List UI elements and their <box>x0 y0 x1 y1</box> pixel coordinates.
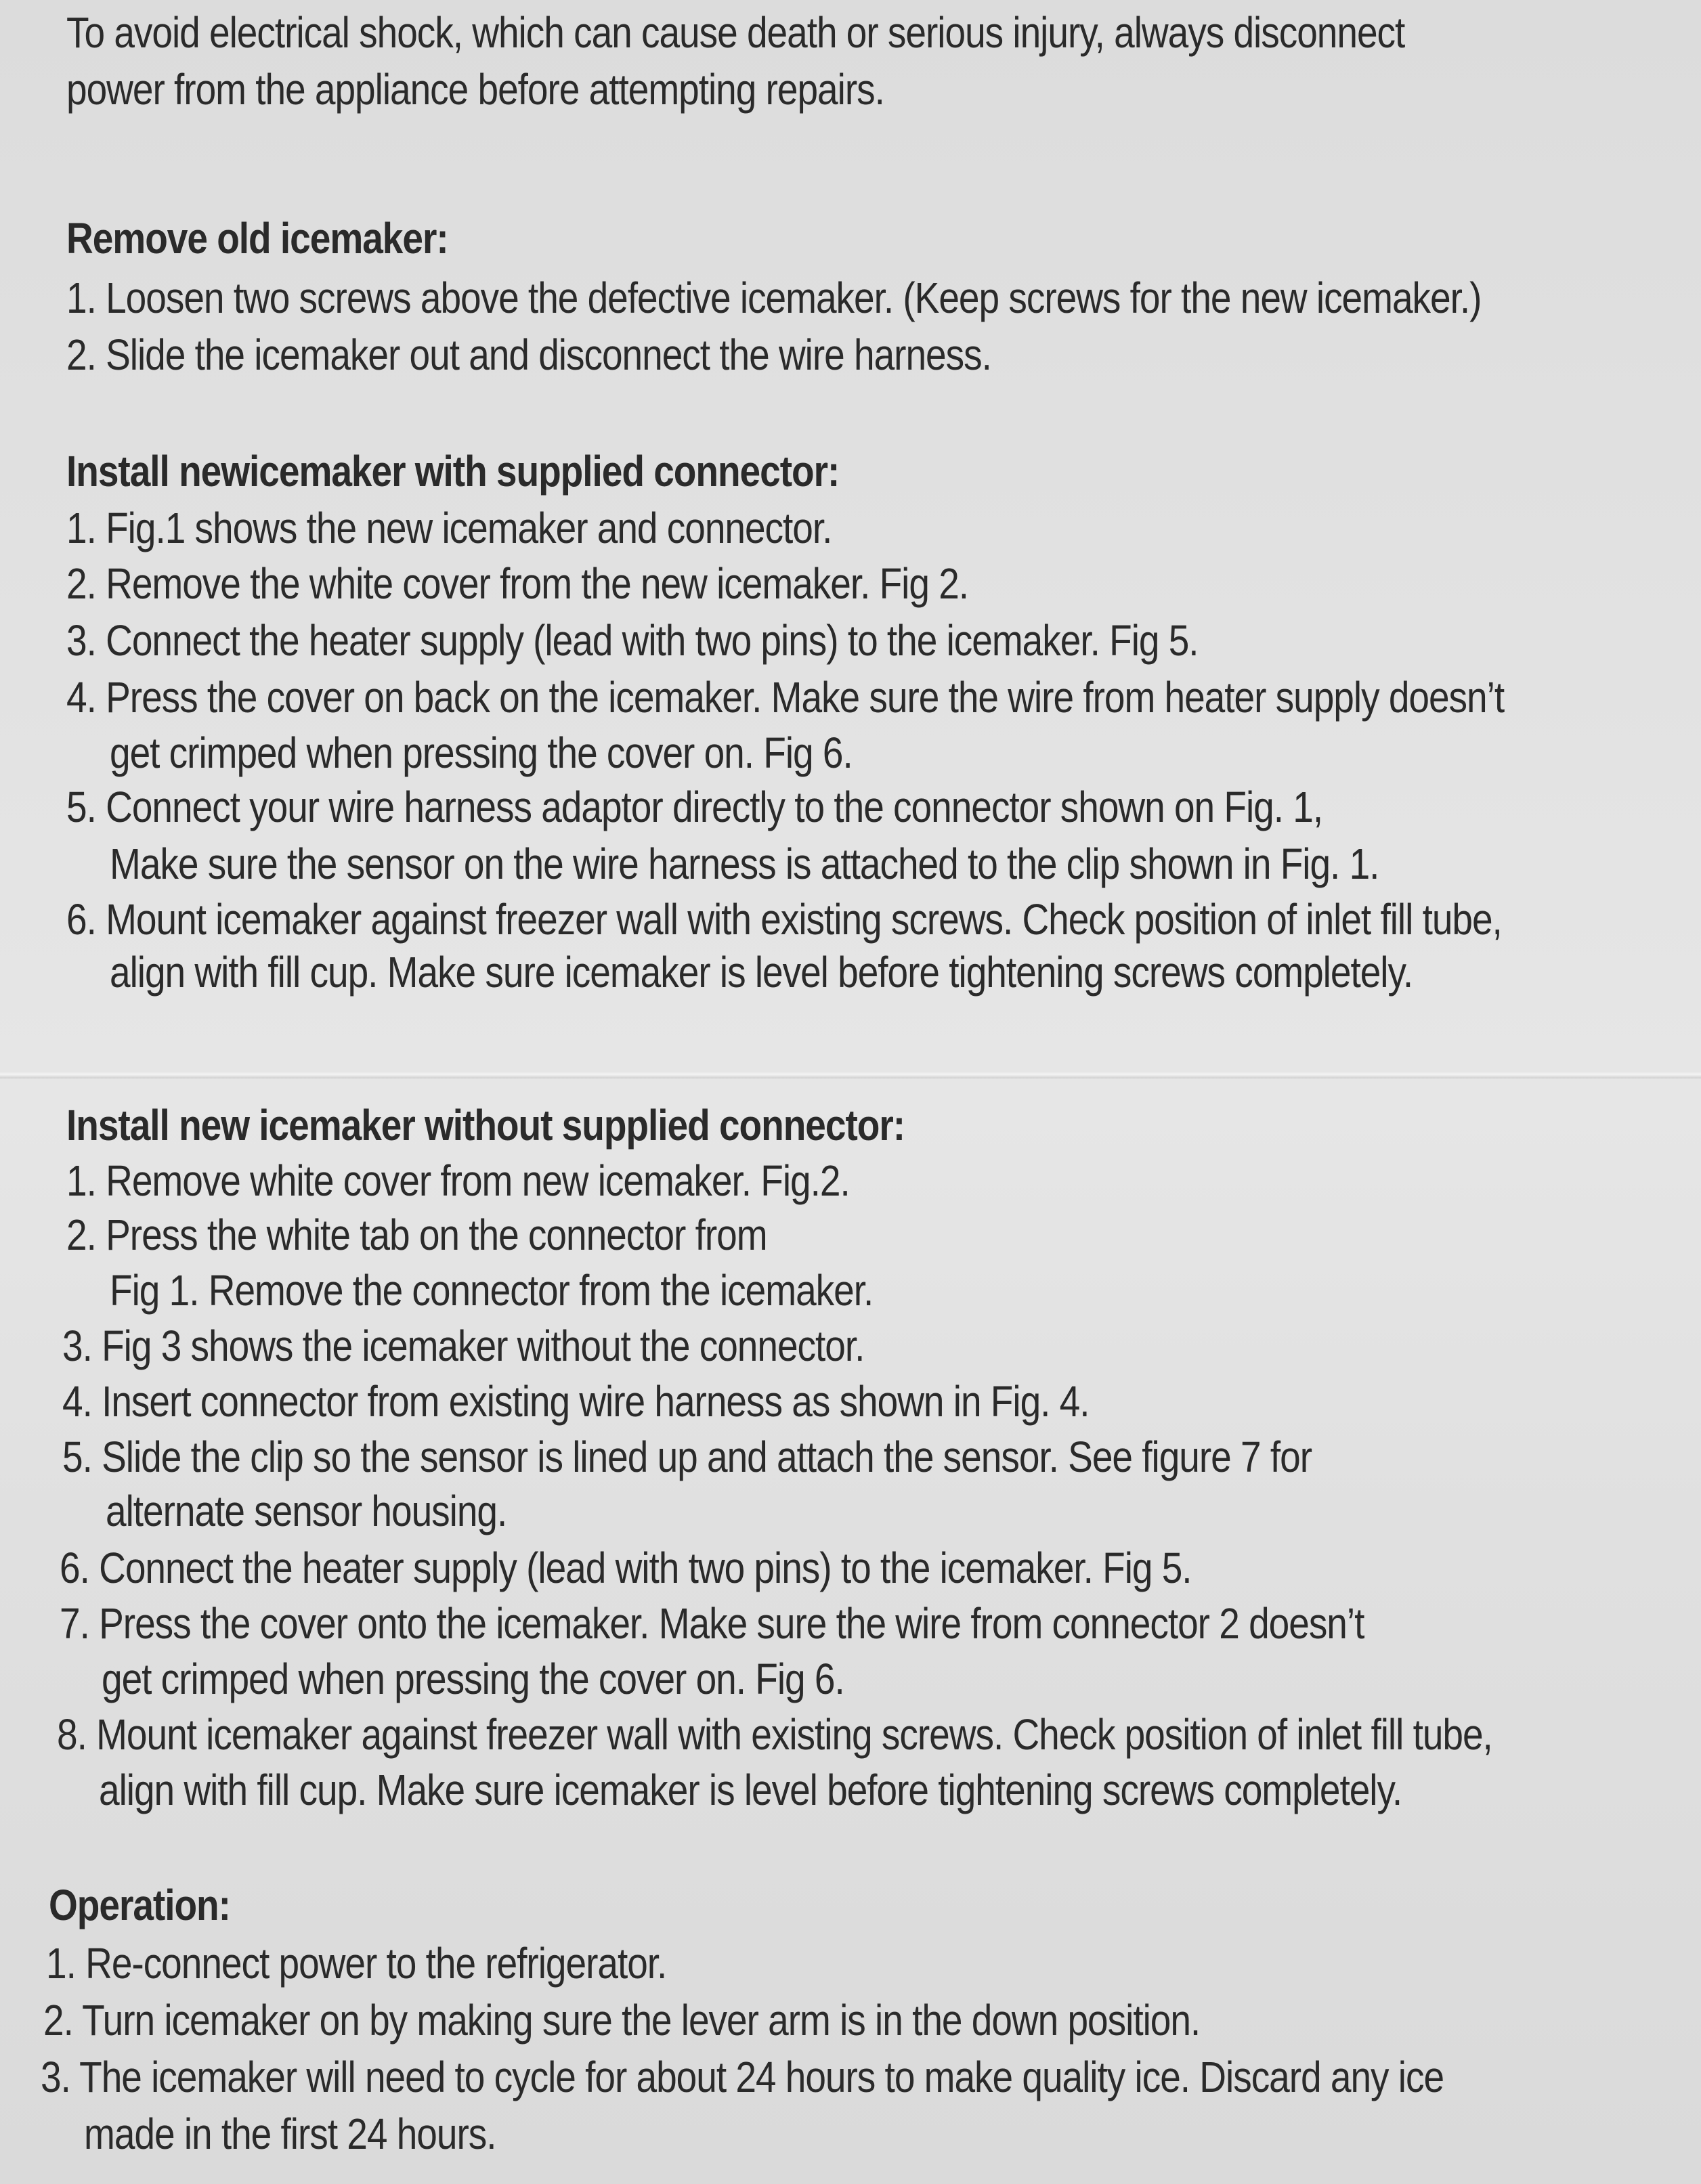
with-connector-step-6-cont: align with fill cup. Make sure icemaker is level before tightening screws completely. <box>110 948 1413 997</box>
without-connector-step-2-cont: Fig 1. Remove the connector from the icemaker. <box>110 1266 874 1315</box>
with-connector-step-3: 3. Connect the heater supply (lead with two pins) to the icemaker. Fig 5. <box>66 616 1199 665</box>
without-connector-step-3: 3. Fig 3 shows the icemaker without the connector. <box>62 1322 865 1370</box>
without-connector-step-2: 2. Press the white tab on the connector from <box>66 1210 767 1259</box>
section-heading-install-with-connector: Install newicemaker with supplied connector: <box>66 447 840 496</box>
without-connector-step-5-cont: alternate sensor housing. <box>106 1487 507 1535</box>
without-connector-step-7: 7. Press the cover onto the icemaker. Make sure the wire from connector 2 doesn’t <box>60 1599 1364 1648</box>
remove-step-1: 1. Loosen two screws above the defective icemaker. (Keep screws for the new icemaker.) <box>66 274 1482 322</box>
with-connector-step-4: 4. Press the cover on back on the icemaker. Make sure the wire from heater supply doesn’t <box>66 673 1505 722</box>
section-heading-remove-old: Remove old icemaker: <box>66 214 448 263</box>
warning-line-2: power from the appliance before attempting repairs. <box>66 65 884 114</box>
without-connector-step-8-cont: align with fill cup. Make sure icemaker is level before tightening screws completely. <box>99 1766 1402 1814</box>
without-connector-step-6: 6. Connect the heater supply (lead with two pins) to the icemaker. Fig 5. <box>60 1544 1192 1592</box>
section-heading-install-without-connector: Install new icemaker without supplied connector: <box>66 1101 905 1150</box>
operation-step-3-cont: made in the first 24 hours. <box>84 2110 496 2158</box>
with-connector-step-6: 6. Mount icemaker against freezer wall with existing screws. Check position of inlet fill tube, <box>66 895 1502 944</box>
operation-step-2: 2. Turn icemaker on by making sure the lever arm is in the down position. <box>43 1996 1201 2045</box>
without-connector-step-4: 4. Insert connector from existing wire harness as shown in Fig. 4. <box>62 1377 1090 1426</box>
without-connector-step-8: 8. Mount icemaker against freezer wall with existing screws. Check position of inlet fill tube, <box>57 1710 1492 1759</box>
warning-line-1: To avoid electrical shock, which can cause death or serious injury, always disconnect <box>66 8 1405 57</box>
with-connector-step-1: 1. Fig.1 shows the new icemaker and connector. <box>66 504 832 552</box>
with-connector-step-5: 5. Connect your wire harness adaptor directly to the connector shown on Fig. 1, <box>66 783 1323 831</box>
with-connector-step-4-cont: get crimped when pressing the cover on. Fig 6. <box>110 728 853 777</box>
paper-fold-crease <box>0 1072 1701 1078</box>
section-heading-operation: Operation: <box>49 1881 230 1929</box>
without-connector-step-5: 5. Slide the clip so the sensor is lined up and attach the sensor. See figure 7 for <box>62 1433 1312 1481</box>
operation-step-1: 1. Re-connect power to the refrigerator. <box>46 1939 667 1988</box>
without-connector-step-7-cont: get crimped when pressing the cover on. Fig 6. <box>102 1655 844 1703</box>
remove-step-2: 2. Slide the icemaker out and disconnect the wire harness. <box>66 330 991 379</box>
with-connector-step-2: 2. Remove the white cover from the new icemaker. Fig 2. <box>66 559 969 608</box>
with-connector-step-5-cont: Make sure the sensor on the wire harness is attached to the clip shown in Fig. 1. <box>110 839 1379 888</box>
without-connector-step-1: 1. Remove white cover from new icemaker. Fig.2. <box>66 1156 850 1205</box>
operation-step-3: 3. The icemaker will need to cycle for about 24 hours to make quality ice. Discard any ice <box>41 2053 1444 2101</box>
